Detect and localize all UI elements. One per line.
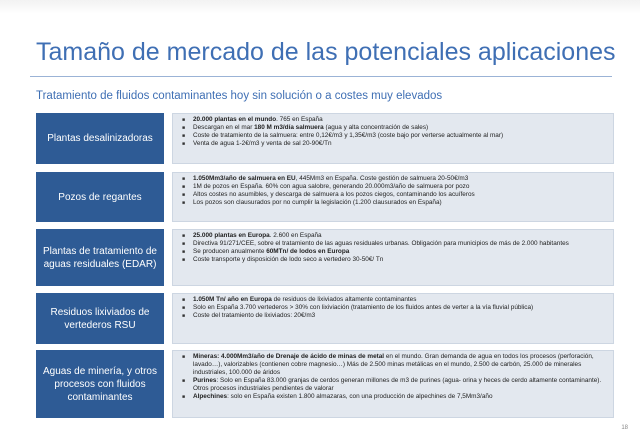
row-aguas-de-mineria [36,350,614,418]
bullet-item: ■ 1.050Mm3/año de salmuera en EU, 445Mm3 en España. Coste gestión de salmuera 20-50€/m3 [179,175,609,183]
row-label: Residuos lixiviados de vertederos RSU [36,293,164,344]
row-label: Pozos de regantes [36,172,164,222]
row-label: Plantas desalinizadoras [36,113,164,164]
bullet-item: ■ Directiva 91/271/CEE, sobre el tratamiento de las aguas residuales urbanas. Obligación para municipios de más de 2.000 habitantes [179,240,609,248]
row-residuos-lixiviados [36,293,614,344]
bullet-item: ■ 25.000 plantas en Europa. 2.600 en España [179,232,609,240]
row-plantas-edar [36,229,614,286]
row-details [172,350,614,418]
bullet-item: ■ Coste del tratamiento de lixiviados: 20€/m3 [179,312,609,320]
slide-top-band [0,0,640,14]
bullet-item: ■ Altos costes no asumibles, y descarga de salmuera a los pozos ciegos, contaminando los acuíferos [179,191,609,199]
bullet-item: ■ 1M de pozos en España. 60% con agua salobre, generando 20.000m3/año de salmuera por pozo [179,183,609,191]
slide-subtitle: Tratamiento de fluidos contaminantes hoy sin solución o a costes muy elevados [36,90,443,102]
bullet-item: ■ Coste de tratamiento de la salmuera: entre 0,12€/m3 y 1,35€/m3 (coste bajo por verterse actualmente al mar) [179,132,609,140]
bullet-item: ■ Mineras: 4.000Mm3/año de Drenaje de ácido de minas de metal en el mundo. Gran demanda de agua en todos los procesos (perforación, lavado…), valorizables (contienen cobre magnesio…) Más de 2.500 minas metálicas en el mundo, 2.500 de carbón, 25.000 de minerales industriales, 100.000 de áridos [179,353,609,377]
row-plantas-desalinizadoras [36,113,614,164]
bullet-item: ■ Los pozos son clausurados por no cumplir la legislación (1.200 clausurados en España) [179,199,609,207]
row-details [172,172,614,222]
title-divider [30,76,612,77]
row-label: Aguas de minería, y otros procesos con fluidos contaminantes [36,350,164,418]
bullet-item: ■ Coste transporte y disposición de lodo seco a vertedero 30-50€/ Tn [179,256,609,264]
bullet-item: ■ Venta de agua 1-2€/m3 y venta de sal 20-90€/Tn [179,140,609,148]
bullet-item: ■ Descargan en el mar 180 M m3/día salmuera (agua y alta concentración de sales) [179,124,609,132]
row-pozos-de-regantes [36,172,614,222]
bullet-item: ■ Solo en España 3.700 vertederos > 30% con lixiviación (tratamiento de los fluidos antes de verter a la vía fluvial pública) [179,304,609,312]
row-label: Plantas de tratamiento de aguas residuales (EDAR) [36,229,164,286]
row-details [172,113,614,164]
slide-title: Tamaño de mercado de las potenciales aplicaciones [36,38,616,66]
bullet-item: ■ Alpechines: solo en España existen 1.800 almazaras, con una producción de alpechines de 7,5Mm3/año [179,393,609,401]
row-details [172,229,614,286]
bullet-item: ■ 20.000 plantas en el mundo. 765 en España [179,116,609,124]
bullet-item: ■ Purines: Solo en España 83.000 granjas de cerdos generan millones de m3 de purines (agua- orina y heces de cerdo altamente contaminante). Otros procesos industriales pendientes de valorar [179,377,609,393]
page-number: 18 [621,425,628,431]
bullet-item: ■ 1.050M Tn/ año en Europa de residuos de lixiviados altamente contaminantes [179,296,609,304]
row-details [172,293,614,344]
bullet-item: ■ Se producen anualmente 60MTn/ de lodos en Europa [179,248,609,256]
